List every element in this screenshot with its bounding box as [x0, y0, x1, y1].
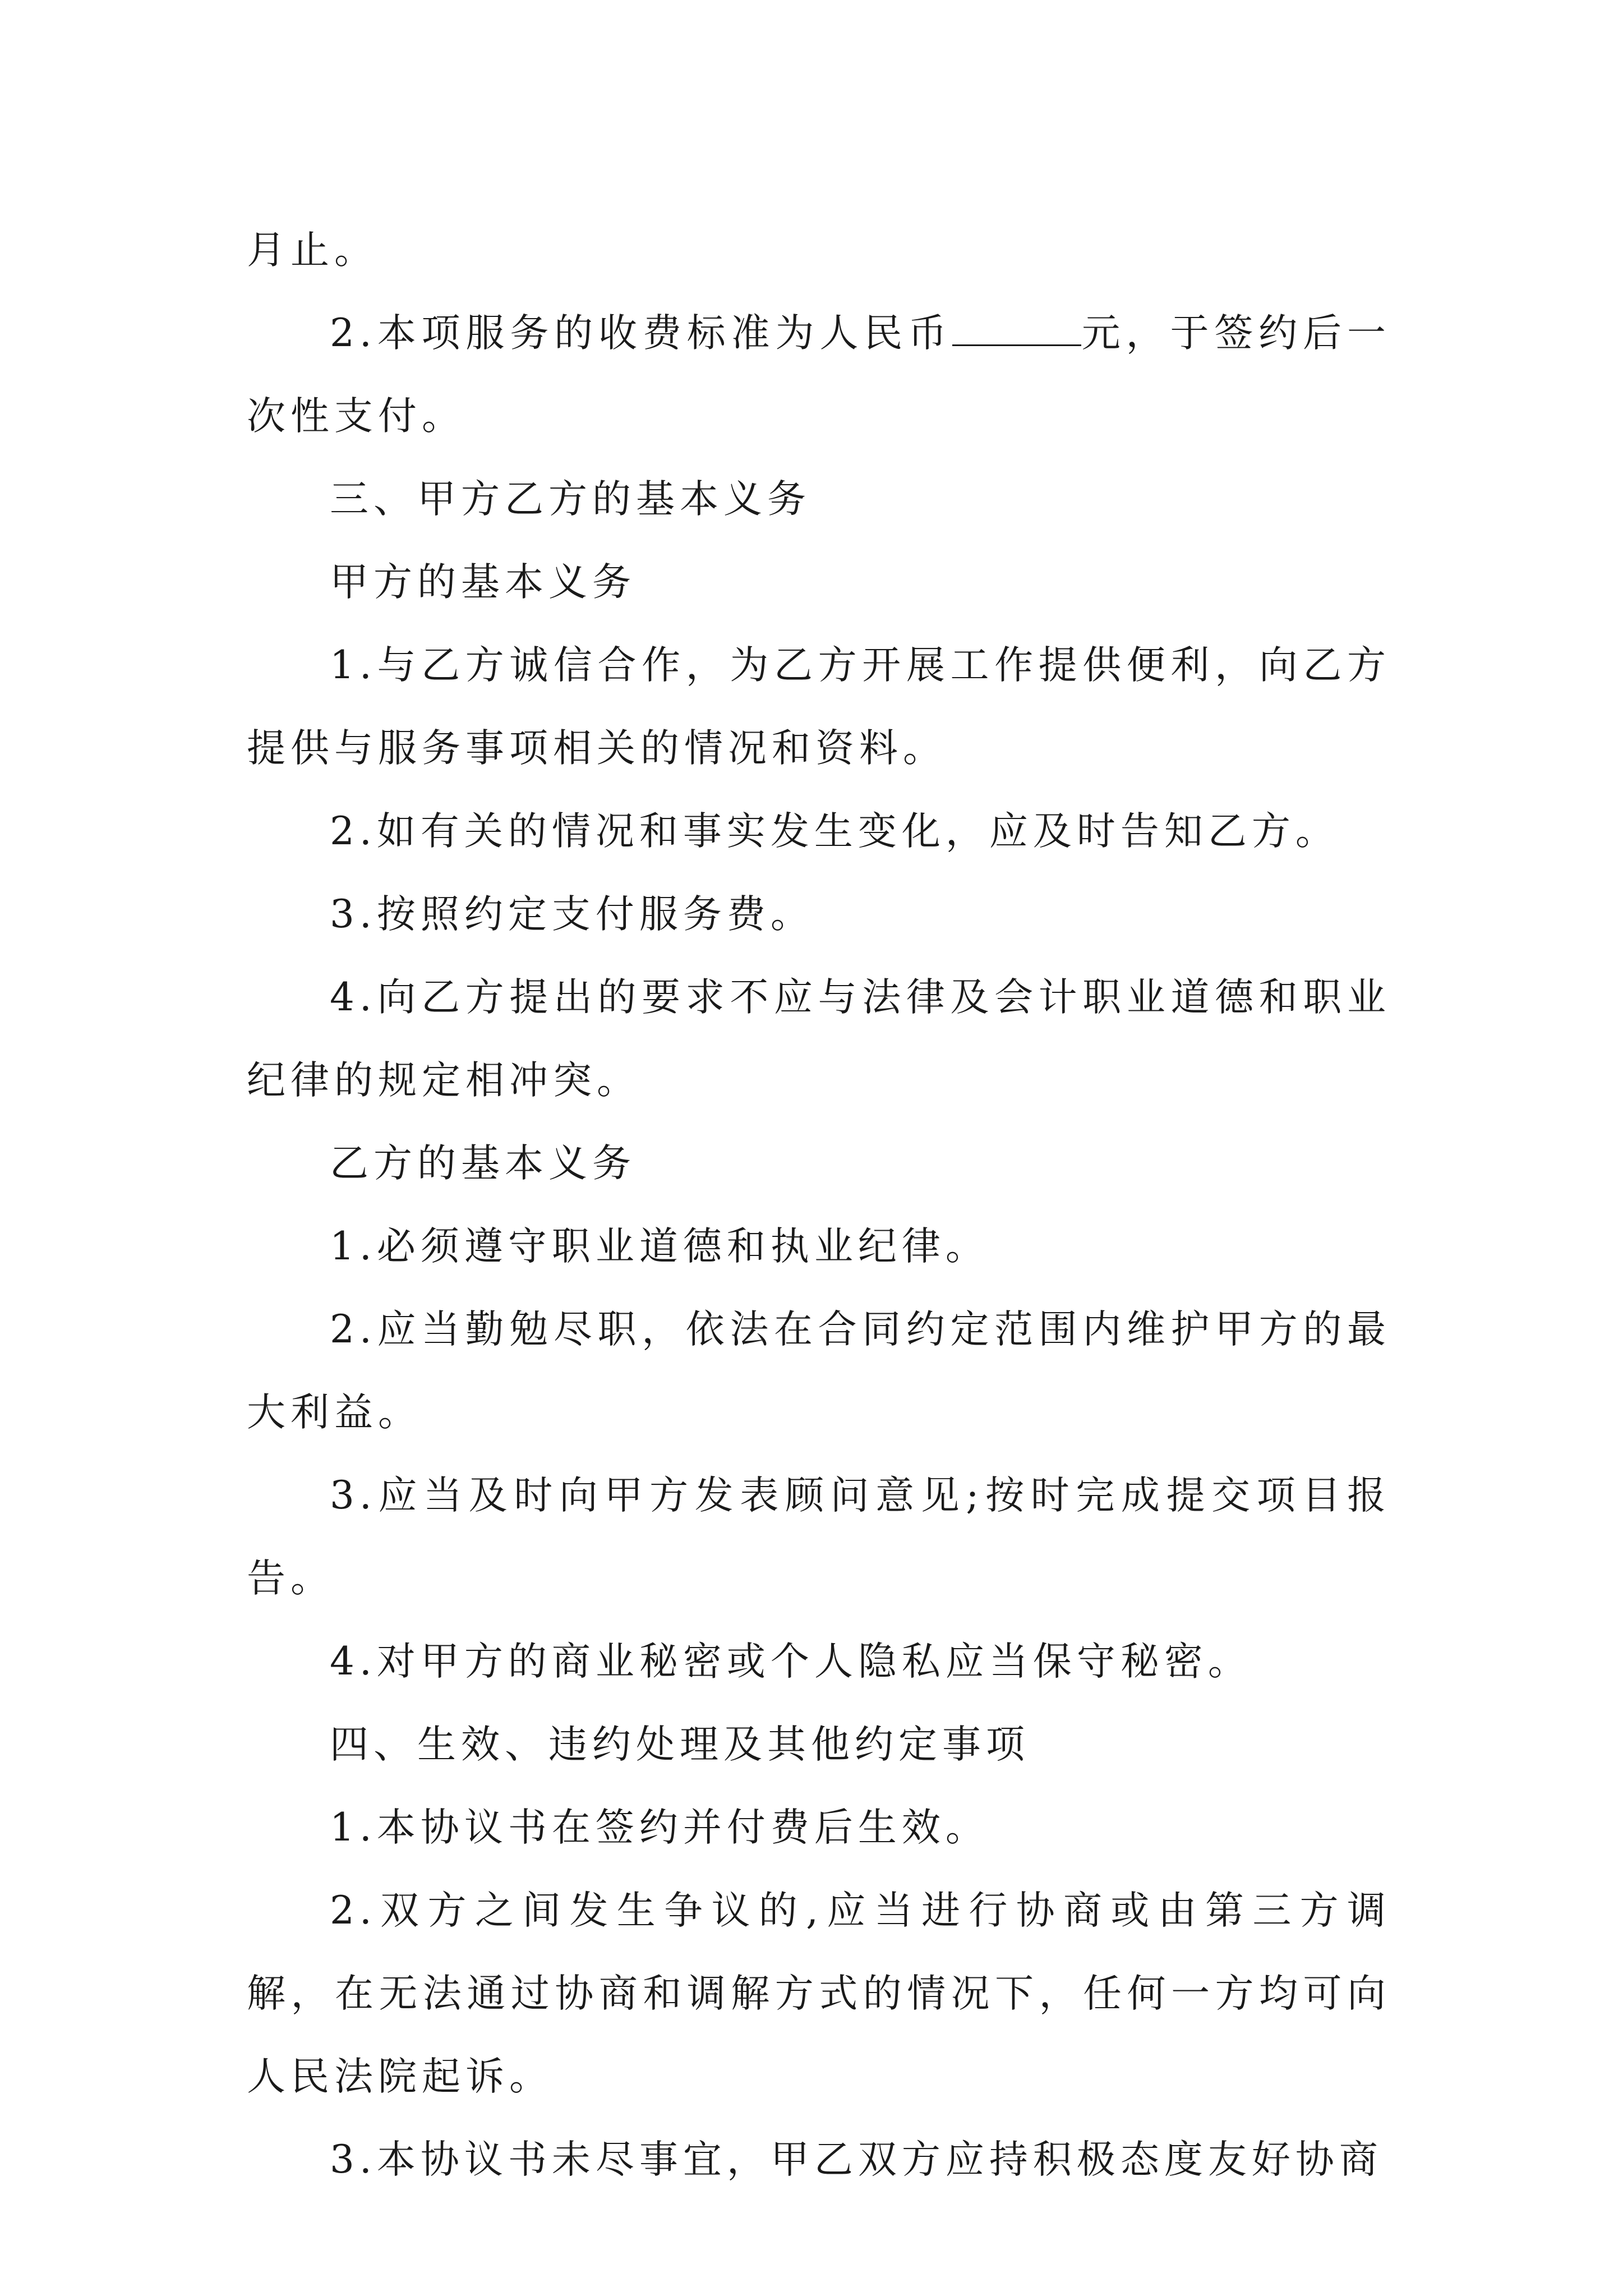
fee-text-after: 元，于签约后一次性支付。 [247, 311, 1391, 439]
subheading-party-a-obligations: 甲方的基本义务 [330, 560, 636, 605]
party-a-item-1: 1.与乙方诚信合作，为乙方开展工作提供便利，向乙方提供与服务事项相关的情况和资料。 [247, 643, 1391, 771]
section-heading-effect-and-breach: 四、生效、违约处理及其他约定事项 [330, 1722, 1030, 1767]
subheading-party-b-obligations: 乙方的基本义务 [330, 1141, 636, 1186]
effect-item-2: 2.双方之间发生争议的,应当进行协商或由第三方调解，在无法通过协商和调解方式的情况下，任何一方均可向人民法院起诉。 [247, 1888, 1391, 2099]
section-heading-obligations: 三、甲方乙方的基本义务 [330, 477, 811, 522]
party-b-item-3: 3.应当及时向甲方发表顾问意见;按时完成提交项目报告。 [247, 1473, 1391, 1601]
paragraph-term-end: 月止。 [247, 228, 378, 273]
effect-item-3: 3.本协议书未尽事宜，甲乙双方应持积极态度友好协商 [330, 2137, 1383, 2182]
party-b-item-1: 1.必须遵守职业道德和执业纪律。 [330, 1224, 989, 1269]
document-body [247, 209, 1391, 2201]
party-b-item-4: 4.对甲方的商业秘密或个人隐私应当保守秘密。 [330, 1639, 1252, 1684]
party-b-item-2: 2.应当勤勉尽职，依法在合同约定范围内维护甲方的最大利益。 [247, 1307, 1391, 1435]
party-a-item-3: 3.按照约定支付服务费。 [330, 892, 814, 937]
party-a-item-2: 2.如有关的情况和事实发生变化，应及时告知乙方。 [330, 809, 1339, 854]
party-a-item-4: 4.向乙方提出的要求不应与法律及会计职业道德和职业纪律的规定相冲突。 [247, 975, 1391, 1103]
fee-amount-blank [952, 310, 1081, 346]
fee-text-before: 2.本项服务的收费标准为人民币 [330, 311, 952, 356]
paragraph-fee-standard [247, 292, 1391, 458]
effect-item-1: 1.本协议书在签约并付费后生效。 [330, 1805, 989, 1850]
